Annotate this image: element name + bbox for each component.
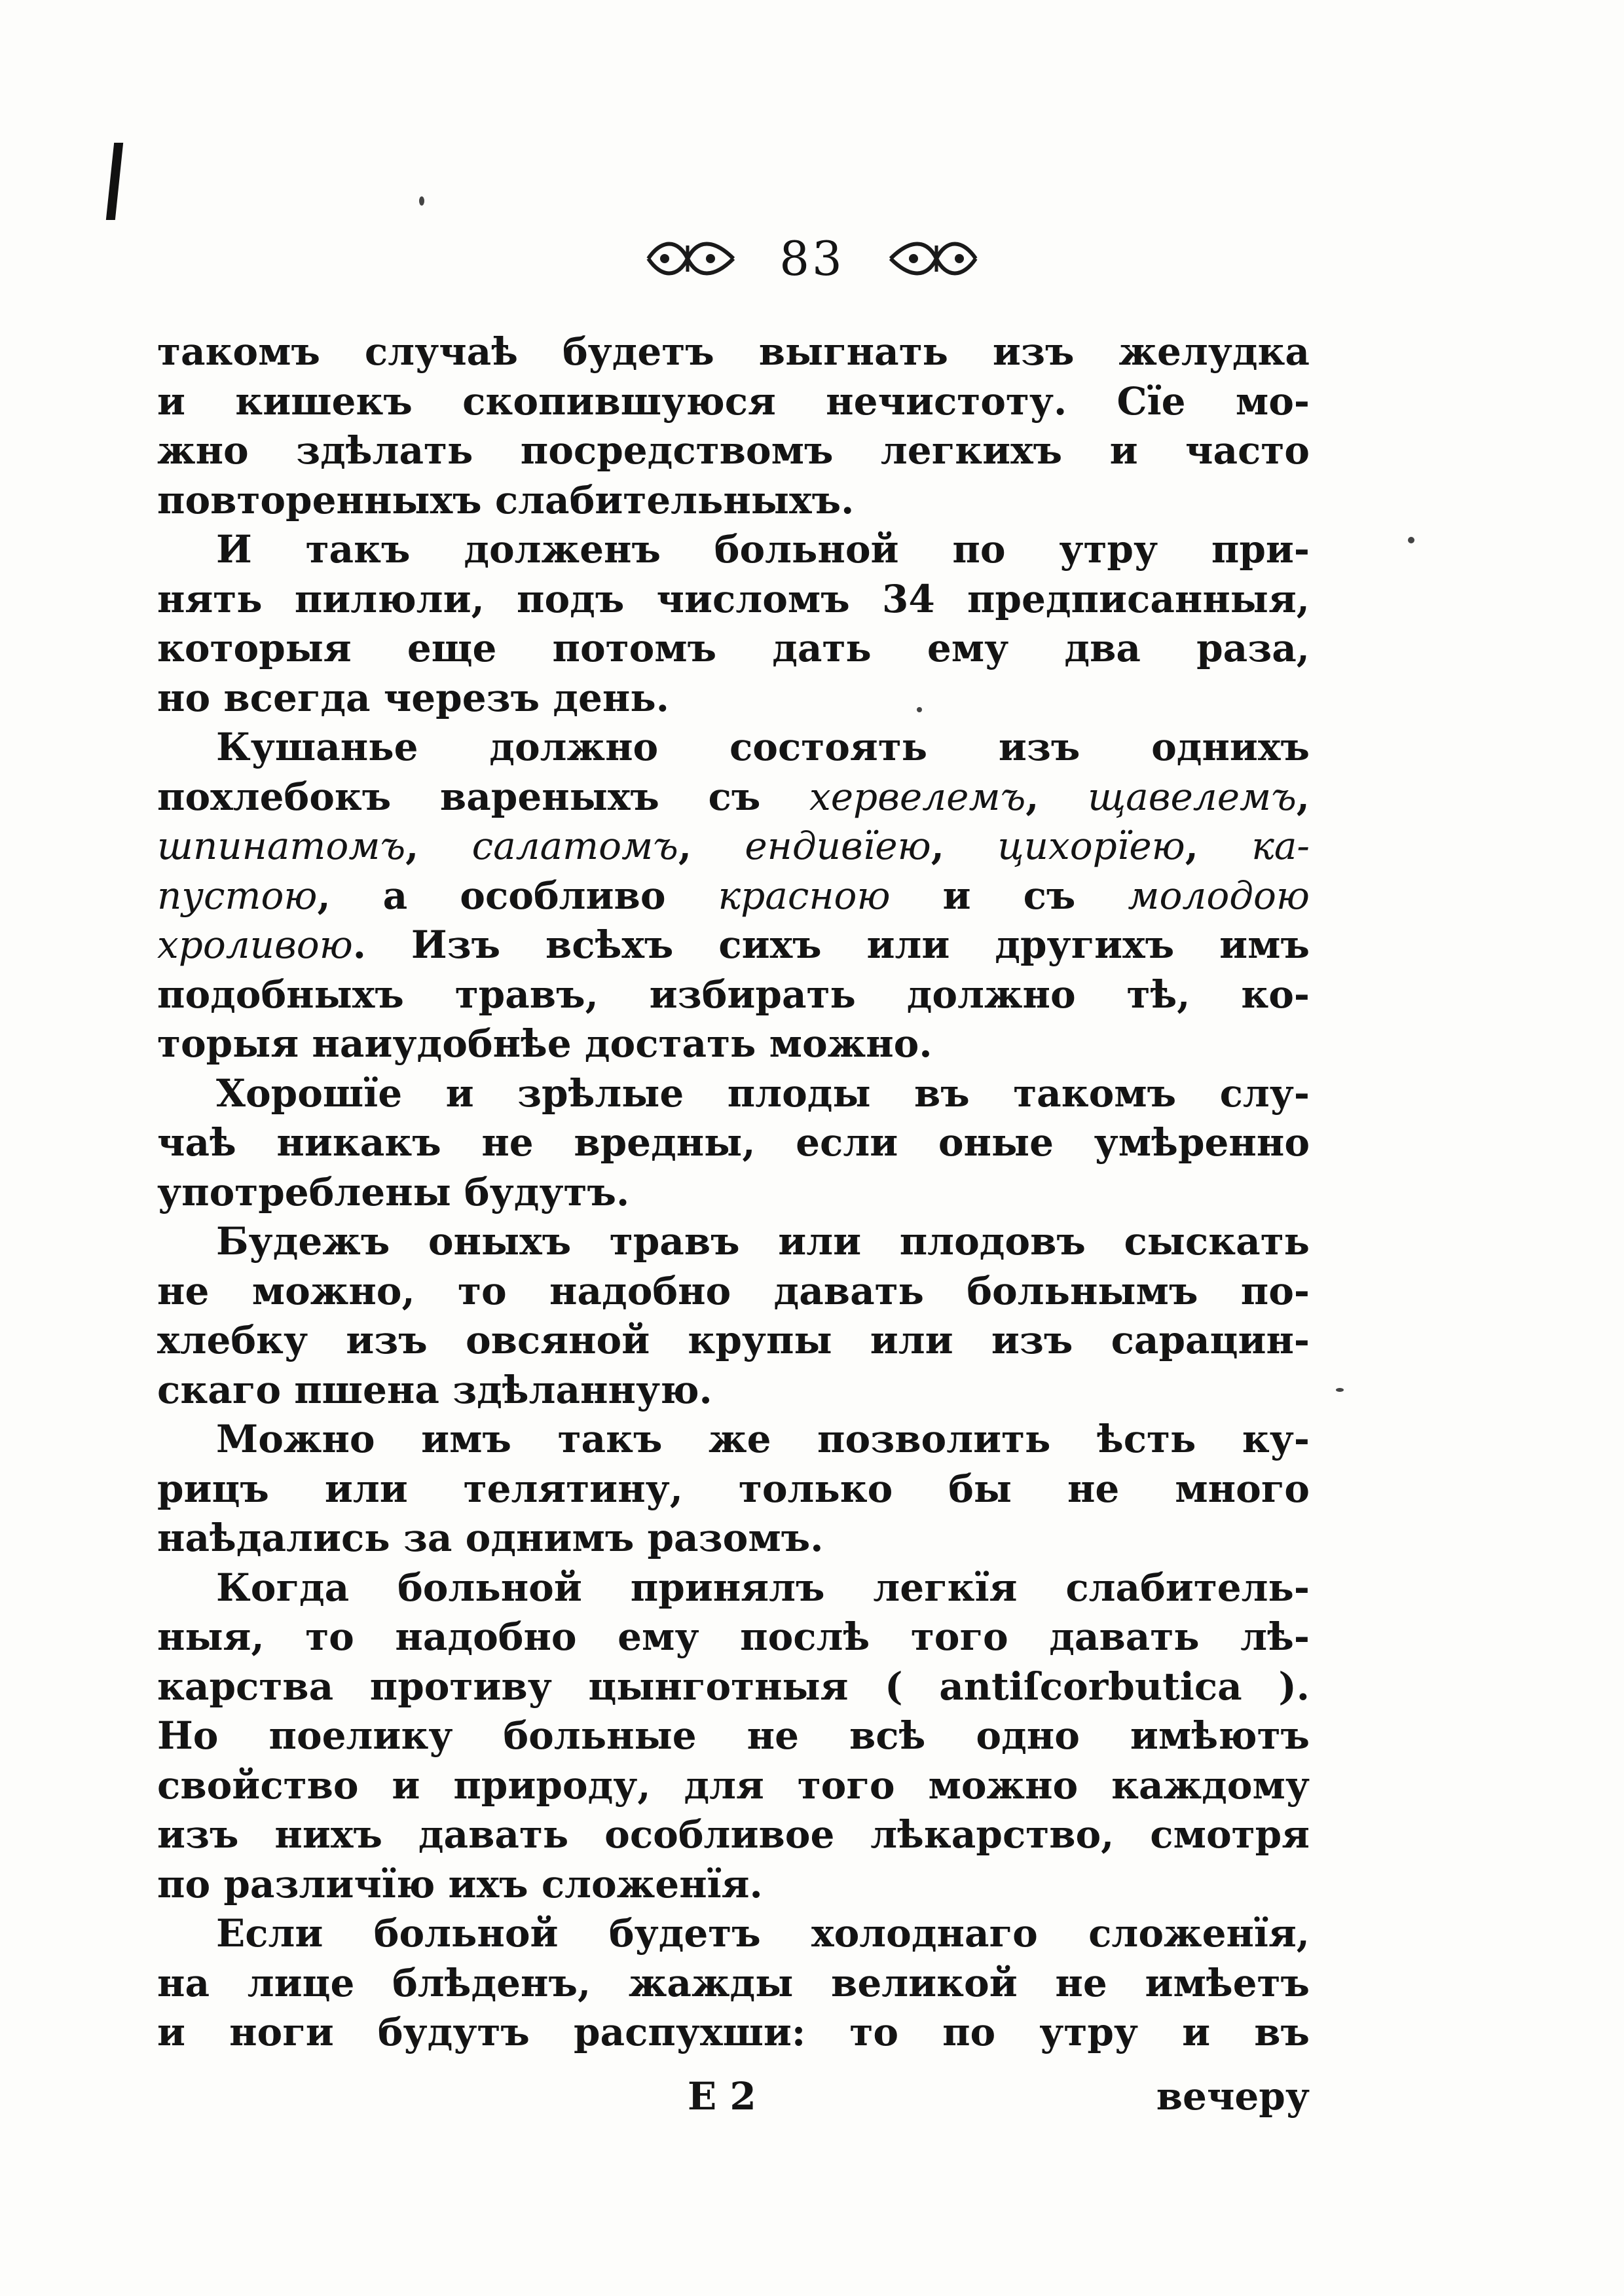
text-segment: Кушанье должно состоять изъ однихъ bbox=[216, 725, 1310, 769]
text-segment: подобныхъ травъ, избирать должно тѣ, ко- bbox=[157, 972, 1310, 1017]
italic-term: шпинатомъ bbox=[157, 824, 406, 868]
text-line bbox=[157, 920, 1310, 970]
text-line bbox=[157, 1415, 1310, 1465]
text-line bbox=[157, 1316, 1310, 1366]
text-line bbox=[157, 1118, 1310, 1168]
text-line bbox=[157, 1465, 1310, 1514]
text-segment: , bbox=[1185, 824, 1252, 868]
text-segment: . Изъ всѣхъ сихъ или другихъ имъ bbox=[352, 922, 1310, 967]
text-segment: Будежъ оныхъ травъ или плодовъ сыскать bbox=[216, 1219, 1310, 1264]
italic-term: пустою bbox=[157, 873, 318, 918]
text-segment: наѣдались за однимъ разомъ. bbox=[157, 1516, 824, 1560]
text-line bbox=[157, 426, 1310, 476]
text-segment: повторенныхъ слабительныхъ. bbox=[157, 477, 855, 522]
text-line bbox=[157, 1217, 1310, 1267]
text-segment: , bbox=[678, 824, 745, 868]
text-segment: Когда больной принялъ легкїя слабитель- bbox=[216, 1565, 1310, 1610]
text-line bbox=[157, 327, 1310, 377]
text-line bbox=[157, 1810, 1310, 1860]
text-segment: и ноги будутъ распухши: то по утру и въ bbox=[157, 2010, 1310, 2054]
text-segment: свойство и природу, для того можно каждому bbox=[157, 1762, 1310, 1808]
text-segment: , bbox=[405, 824, 472, 868]
text-segment: Но поелику больные не всѣ одно имѣютъ bbox=[157, 1713, 1310, 1758]
text-segment: , bbox=[931, 824, 998, 868]
text-segment: рицъ или телятину, только бы не много bbox=[157, 1466, 1310, 1511]
text-line bbox=[157, 1959, 1310, 2009]
text-line bbox=[157, 1366, 1310, 1415]
text-segment: жно здѣлать посредствомъ легкихъ и часто bbox=[157, 428, 1310, 473]
page-number: 83 bbox=[779, 231, 845, 286]
italic-term: салатомъ bbox=[471, 824, 678, 868]
text-line bbox=[157, 1711, 1310, 1761]
text-segment: ныя, то надобно ему послѣ того давать лѣ- bbox=[157, 1614, 1310, 1659]
text-line bbox=[157, 1860, 1310, 1910]
page-edge-mark bbox=[106, 143, 123, 220]
catchword: вечеру bbox=[1156, 2074, 1310, 2119]
text-segment: похлебокъ вареныхъ съ bbox=[157, 774, 809, 819]
text-line bbox=[157, 1613, 1310, 1662]
text-line bbox=[157, 1069, 1310, 1119]
floral-ornament-icon bbox=[642, 232, 740, 285]
text-line bbox=[157, 822, 1310, 871]
text-line bbox=[157, 575, 1310, 625]
text-segment: Если больной будетъ холоднаго сложенїя, bbox=[216, 1911, 1310, 1956]
text-line bbox=[157, 377, 1310, 427]
text-line bbox=[157, 624, 1310, 674]
text-line bbox=[157, 525, 1310, 575]
text-segment: которыя еще потомъ дать ему два раза, bbox=[157, 626, 1310, 670]
body-text bbox=[157, 327, 1310, 2058]
text-segment: нять пилюли, подъ числомъ 34 предписанныя, bbox=[157, 576, 1310, 621]
text-line bbox=[157, 723, 1310, 773]
text-segment: , bbox=[1025, 774, 1088, 819]
text-segment: карства противу цынготныя ( antiſcorbutica ). bbox=[157, 1664, 1310, 1709]
text-segment: хлебку изъ овсяной крупы или изъ сарацин- bbox=[157, 1318, 1310, 1362]
italic-term: ка- bbox=[1251, 824, 1310, 868]
text-segment: и съ bbox=[890, 873, 1128, 918]
italic-term: хервелемъ bbox=[809, 774, 1026, 819]
text-line bbox=[157, 970, 1310, 1020]
text-line bbox=[157, 1168, 1310, 1218]
text-segment: Хорошїе и зрѣлые плоды въ такомъ слу- bbox=[216, 1070, 1310, 1116]
ink-speck bbox=[419, 196, 424, 206]
text-line bbox=[157, 1514, 1310, 1563]
italic-term: ендивїею bbox=[745, 824, 931, 868]
ink-speck bbox=[1336, 1388, 1344, 1392]
text-segment: торыя наиудобнѣе достать можно. bbox=[157, 1021, 932, 1066]
text-segment: употреблены будутъ. bbox=[157, 1169, 630, 1214]
text-segment: И такъ долженъ больной по утру при- bbox=[216, 527, 1310, 572]
text-line bbox=[157, 476, 1310, 526]
text-line bbox=[157, 2008, 1310, 2058]
text-segment: по различїю ихъ сложенїя. bbox=[157, 1861, 763, 1906]
text-segment: , bbox=[1296, 774, 1310, 819]
italic-term: молодою bbox=[1128, 873, 1310, 918]
text-segment: на лице блѣденъ, жажды великой не имѣетъ bbox=[157, 1960, 1310, 2005]
text-line bbox=[157, 674, 1310, 723]
italic-term: хроливою bbox=[157, 922, 353, 967]
text-segment: Можно имъ такъ же позволить ѣсть ку- bbox=[216, 1417, 1310, 1461]
text-line bbox=[157, 773, 1310, 822]
text-segment: чаѣ никакъ не вредны, если оные умѣренно bbox=[157, 1120, 1310, 1165]
text-segment: не можно, то надобно давать больнымъ по- bbox=[157, 1268, 1310, 1313]
page-header bbox=[0, 216, 1624, 301]
page-footer bbox=[157, 2074, 1310, 2126]
italic-term: цихорїею bbox=[997, 824, 1185, 868]
text-segment: и кишекъ скопившуюся нечистоту. Сїе мо- bbox=[157, 378, 1310, 424]
text-line bbox=[157, 1267, 1310, 1317]
text-segment: такомъ случаѣ будетъ выгнать изъ желудка bbox=[157, 329, 1310, 374]
italic-term: красною bbox=[718, 873, 891, 918]
text-line bbox=[157, 1761, 1310, 1811]
text-segment: изъ нихъ давать особливое лѣкарство, смотря bbox=[157, 1812, 1310, 1857]
floral-ornament-icon bbox=[884, 232, 982, 285]
italic-term: щавелемъ bbox=[1088, 774, 1297, 819]
text-line bbox=[157, 1662, 1310, 1712]
ink-speck bbox=[1408, 537, 1414, 543]
text-segment: скаго пшена здѣланную. bbox=[157, 1367, 712, 1412]
text-line bbox=[157, 1019, 1310, 1069]
text-line bbox=[157, 1563, 1310, 1613]
text-segment: но всегда черезъ день. bbox=[157, 675, 669, 720]
signature-mark: Е 2 bbox=[688, 2074, 756, 2119]
text-line bbox=[157, 1909, 1310, 1959]
text-line bbox=[157, 871, 1310, 921]
text-segment: , а особливо bbox=[317, 873, 718, 918]
